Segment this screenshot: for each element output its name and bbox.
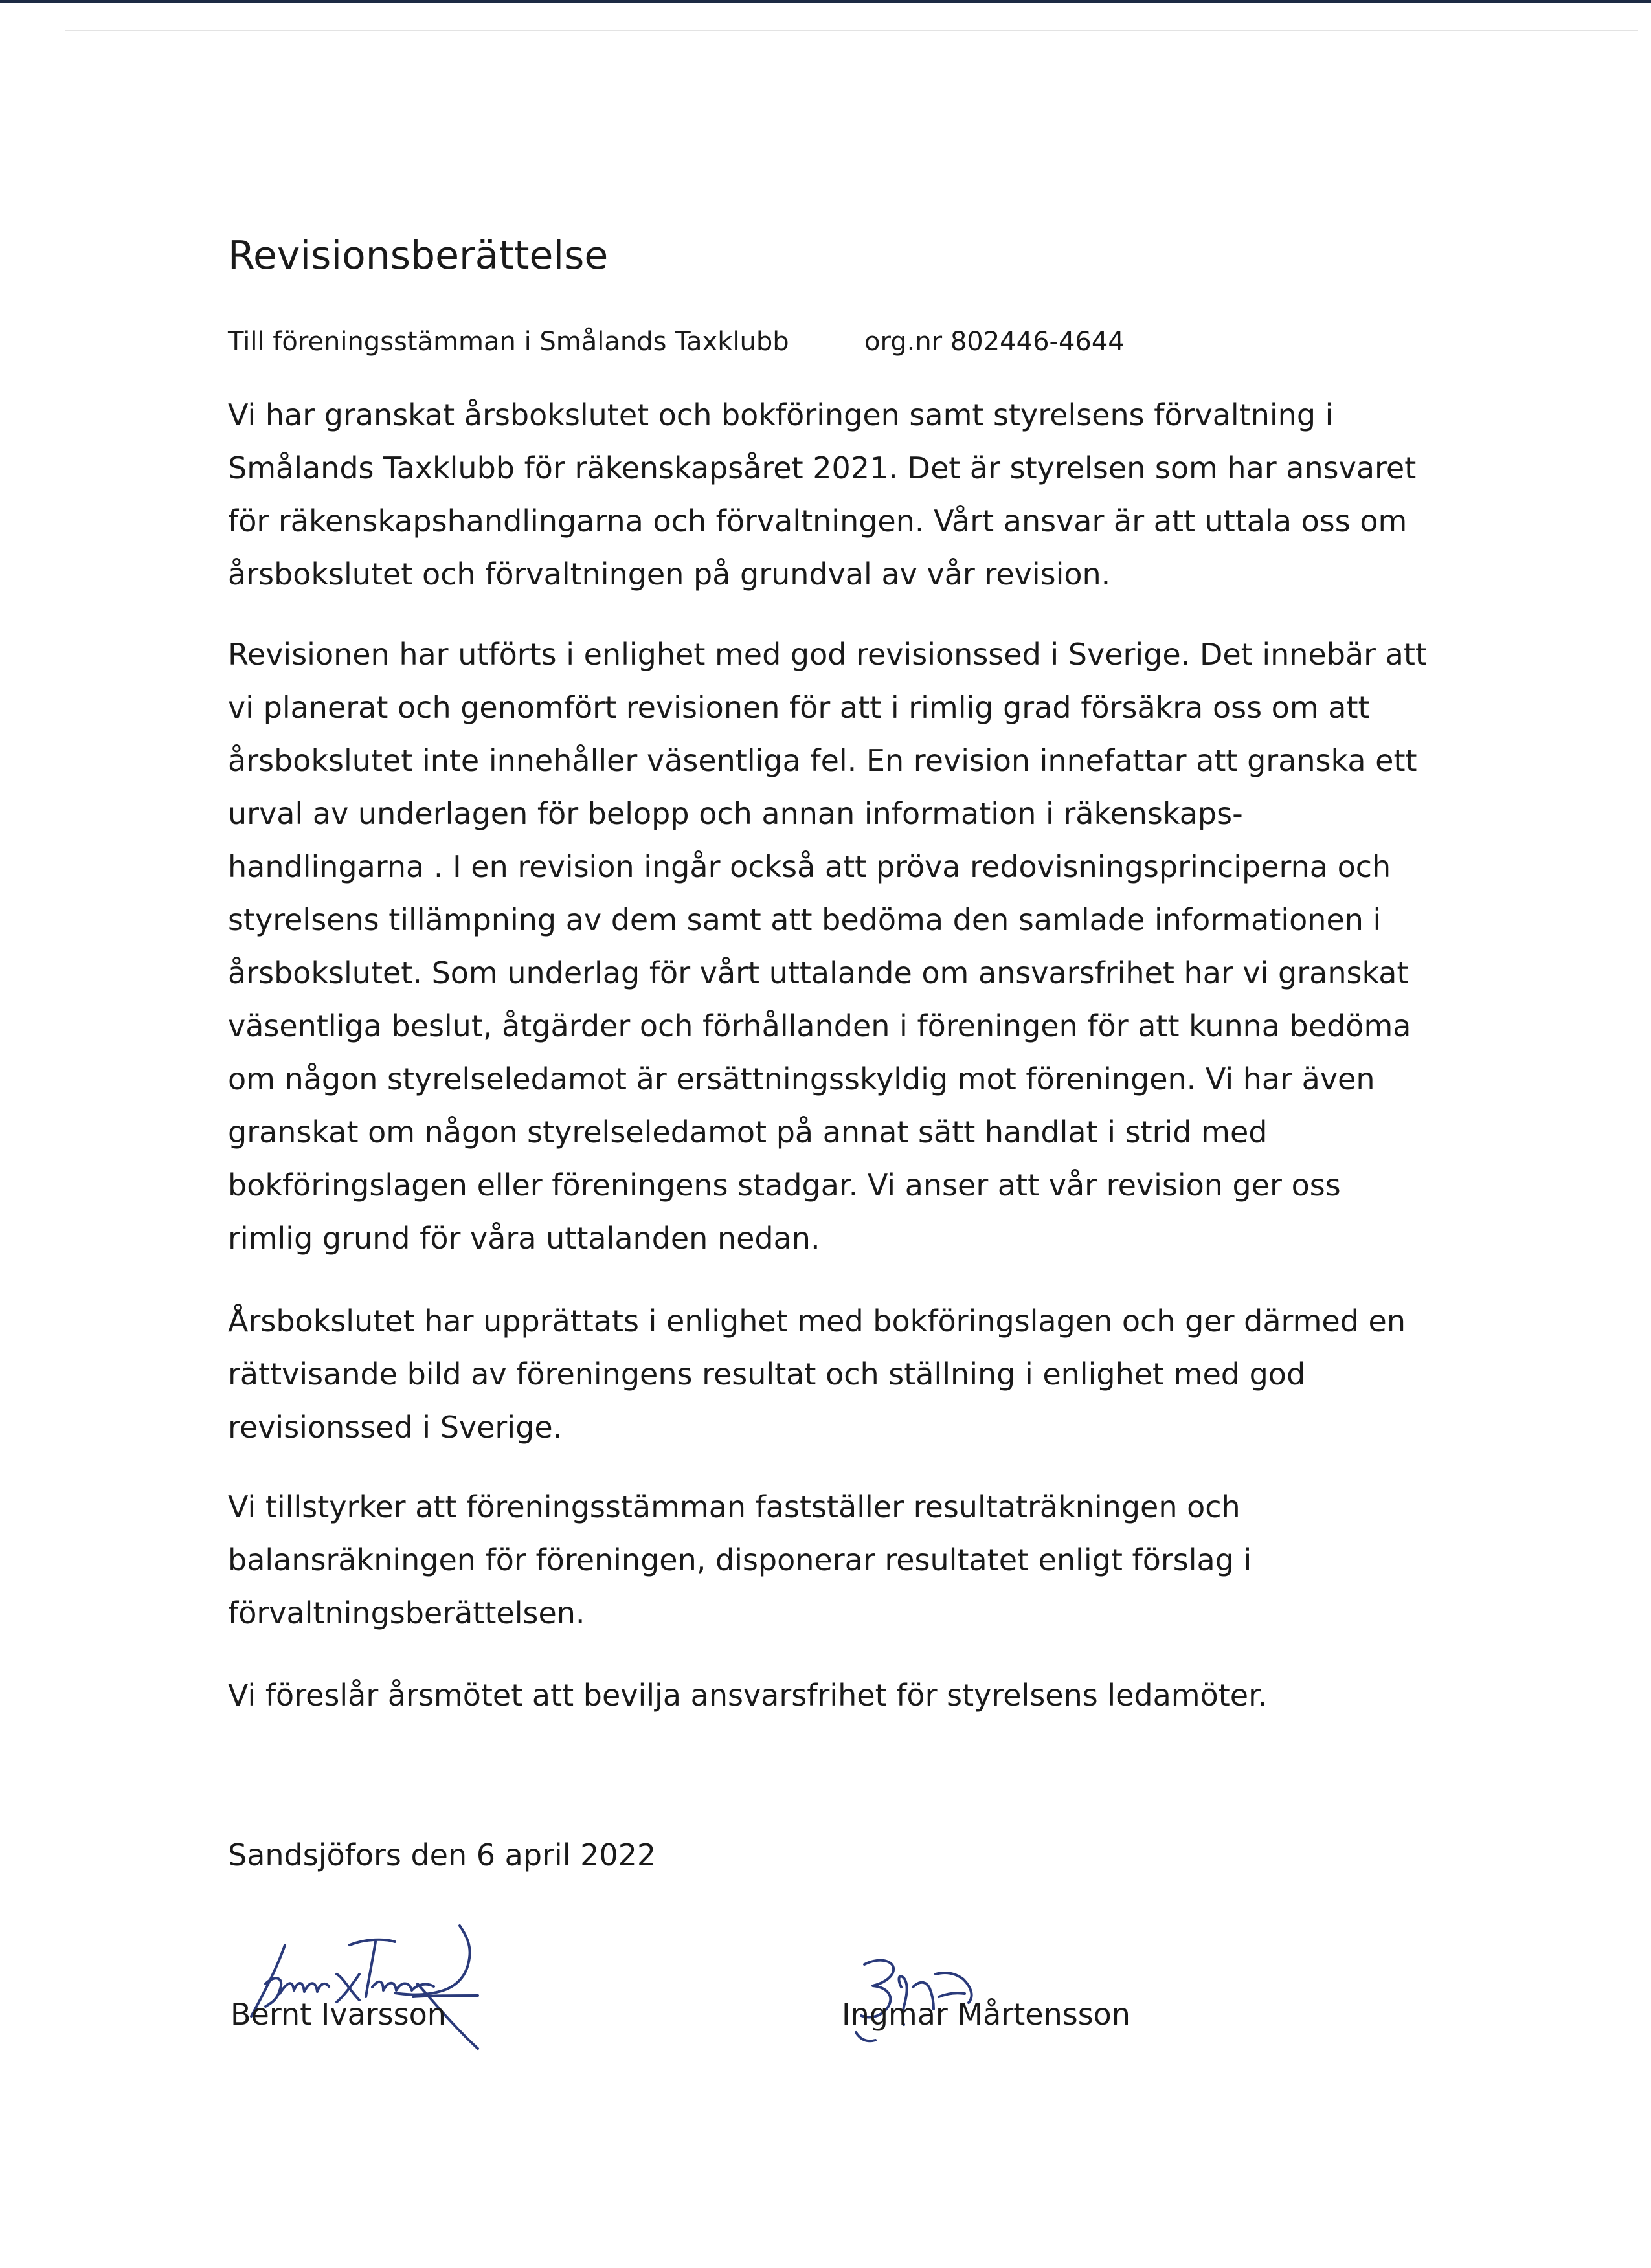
text-line: granskat om någon styrelseledamot på annat sätt handlat i strid med	[228, 1115, 1268, 1150]
text-line: Årsbokslutet har upprättats i enlighet med bokföringslagen och ger därmed en	[228, 1304, 1406, 1339]
scan-header-rule	[65, 30, 1638, 31]
signer-name-2: Ingmar Mårtensson	[842, 1997, 1130, 2032]
text-line: bokföringslagen eller föreningens stadgar. Vi anser att vår revision ger oss	[228, 1168, 1341, 1203]
text-line: väsentliga beslut, åtgärder och förhållanden i föreningen för att kunna bedöma	[228, 1008, 1411, 1043]
place-and-date: Sandsjöfors den 6 april 2022	[228, 1838, 657, 1873]
text-line: rättvisande bild av föreningens resultat och ställning i enlighet med god	[228, 1357, 1306, 1392]
text-line: vi planerat och genomfört revisionen för att i rimlig grad försäkra oss om att	[228, 690, 1370, 725]
text-line: årsbokslutet och förvaltningen på grundval av vår revision.	[228, 557, 1111, 592]
text-line: handlingarna . I en revision ingår också att pröva redovisningsprinciperna och	[228, 849, 1391, 884]
text-line: Vi har granskat årsbokslutet och bokföringen samt styrelsens förvaltning i	[228, 397, 1334, 432]
paragraph-audit-method	[228, 628, 1497, 1265]
text-line: Vi tillstyrker att föreningsstämman fastställer resultaträkningen och	[228, 1489, 1241, 1524]
addressee-line: Till föreningsstämman i Smålands Taxklubb	[228, 327, 789, 357]
paragraph-recommendation	[228, 1480, 1497, 1640]
text-line: urval av underlagen för belopp och annan information i räkenskaps-	[228, 796, 1243, 831]
text-line: Vi föreslår årsmötet att bevilja ansvarsfrihet för styrelsens ledamöter.	[228, 1678, 1268, 1713]
paragraph-opinion	[228, 1295, 1497, 1454]
scan-top-edge	[0, 0, 1651, 3]
text-line: styrelsens tillämpning av dem samt att bedöma den samlade informationen i	[228, 902, 1382, 937]
text-line: revisionssed i Sverige.	[228, 1410, 563, 1445]
paragraph-scope	[228, 388, 1497, 601]
text-line: förvaltningsberättelsen.	[228, 1595, 585, 1630]
signer-name-1: Bernt Ivarsson	[230, 1997, 446, 2032]
text-line: årsbokslutet. Som underlag för vårt uttalande om ansvarsfrihet har vi granskat	[228, 955, 1409, 990]
text-line: rimlig grund för våra uttalanden nedan.	[228, 1221, 820, 1256]
text-line: Smålands Taxklubb för räkenskapsåret 2021. Det är styrelsen som har ansvaret	[228, 450, 1417, 485]
text-line: årsbokslutet inte innehåller väsentliga fel. En revision innefattar att granska ett	[228, 743, 1417, 778]
text-line: om någon styrelseledamot är ersättningsskyldig mot föreningen. Vi har även	[228, 1062, 1375, 1096]
signature-bernt-ivarsson	[240, 1919, 576, 2062]
text-line: Revisionen har utförts i enlighet med god revisionssed i Sverige. Det innebär att	[228, 637, 1427, 672]
paragraph-discharge	[228, 1669, 1497, 1722]
organization-number: org.nr 802446-4644	[864, 327, 1125, 357]
text-line: för räkenskapshandlingarna och förvaltningen. Vårt ansvar är att uttala oss om	[228, 504, 1408, 539]
text-line: balansräkningen för föreningen, disponerar resultatet enligt förslag i	[228, 1542, 1252, 1577]
document-title: Revisionsberättelse	[228, 233, 609, 278]
